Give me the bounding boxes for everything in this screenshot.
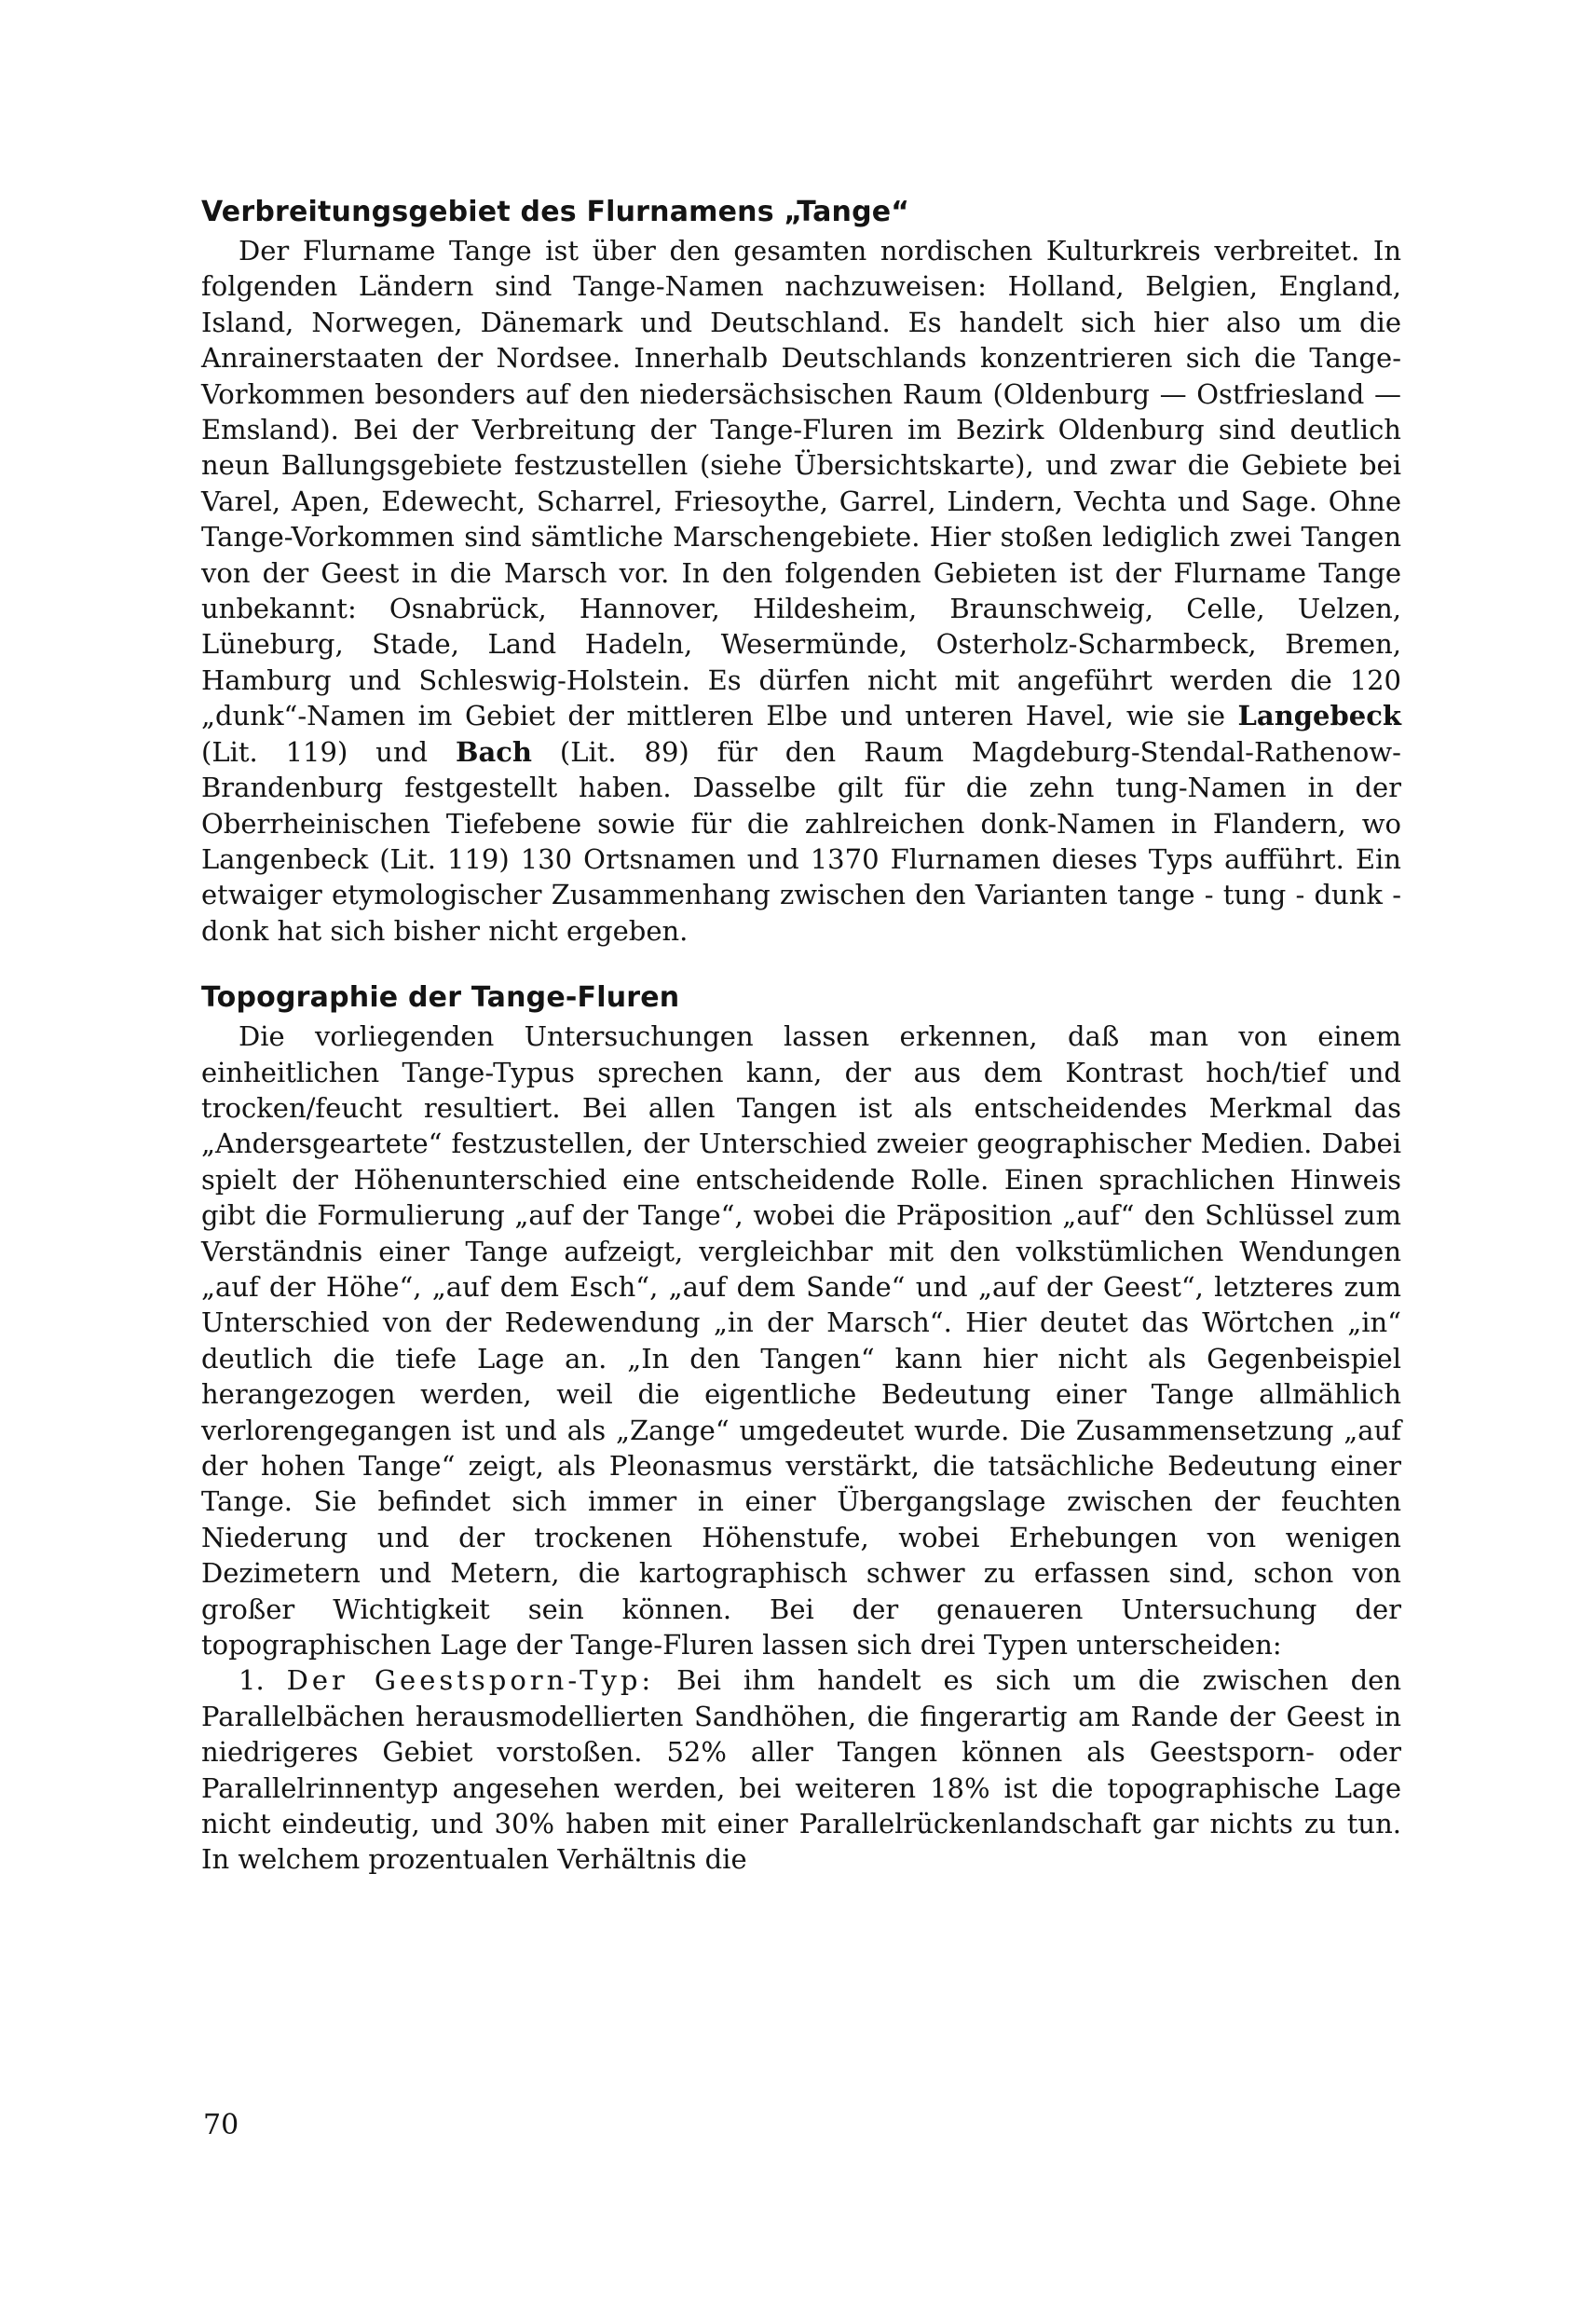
paragraph-distribution [201, 233, 1401, 949]
paragraph-distribution-text-2: (Lit. 119) und [201, 735, 429, 768]
paragraph-distribution-text-3: (Lit. 89) für den Raum Magdeburg-Stendal-Rathenow-Brandenburg festgestellt haben. Dasselbe gilt für die zehn tung-Namen in der Oberrheinischen Tiefebene sowie für die zahlreichen donk-Namen in Flandern, wo Langenbeck (Lit. 119) 130 Ortsnamen und 1370 Flurnamen dieses Typs aufführt. Ein etwaiger etymologischer Zusammenhang zwischen den Varianten tange - tung - dunk - donk hat sich bisher nicht ergeben. [201, 735, 1401, 947]
list-item-term: Der Geestsporn-Typ: [286, 1664, 655, 1697]
page-number: 70 [203, 2109, 239, 2141]
list-item-text: Bei ihm handelt es sich um die zwischen den Parallelbächen herausmodellierten Sandhöhen, die fingerartig am Rande der Geest in niedrigeres Gebiet vorstoßen. 52% aller Tangen können als Geestsporn- oder Parallelrinnentyp angesehen werden, bei weiteren 18% ist die topographische Lage nicht eindeutig, und 30% haben mit einer Parallelrückenlandschaft gar nichts zu tun. In welchem prozentualen Verhältnis die [201, 1664, 1402, 1876]
text-column [201, 194, 1401, 1878]
section-heading-distribution: Verbreitungsgebiet des Flurnamens „Tange“ [201, 196, 910, 228]
author-name-bach: Bach [455, 735, 533, 768]
list-item-number: 1. [239, 1664, 265, 1697]
list-item-geestsporn [201, 1662, 1401, 1877]
paragraph-distribution-text-1: Der Flurname Tange ist über den gesamten nordischen Kulturkreis verbreitet. In folgenden Ländern sind Tange-Namen nachzuweisen: Holland, Belgien, England, Island, Norwegen, Dänemark und Deutschland. Es handelt sich hier also um die Anrainerstaaten der Nordsee. Innerhalb Deutschlands konzentrieren sich die Tange-Vorkommen besonders auf den niedersächsischen Raum (Oldenburg — Ostfriesland — Emsland). Bei der Verbreitung der Tange-Fluren im Bezirk Oldenburg sind deutlich neun Ballungsgebiete festzustellen (siehe Übersichtskarte), und zwar die Gebiete bei Varel, Apen, Edewecht, Scharrel, Friesoythe, Garrel, Lindern, Vechta und Sage. Ohne Tange-Vorkommen sind sämtliche Marschengebiete. Hier stoßen lediglich zwei Tangen von der Geest in die Marsch vor. In den folgenden Gebieten ist der Flurname Tange unbekannt: Osnabrück, Hannover, Hildesheim, Braunschweig, Celle, Uelzen, Lüneburg, Stade, Land Hadeln, Wesermünde, Osterholz-Scharmbeck, Bremen, Hamburg und Schleswig-Holstein. Es dürfen nicht mit angeführt werden die 120 „dunk“-Namen im Gebiet der mittleren Elbe und unteren Havel, wie sie [201, 235, 1401, 732]
author-name-langebeck: Langebeck [1237, 700, 1401, 732]
section-heading-topography: Topographie der Tange-Fluren [201, 981, 680, 1015]
paragraph-topography: Die vorliegenden Untersuchungen lassen erkennen, daß man von einem einheitlichen Tange-Typus sprechen kann, der aus dem Kontrast hoch/tief und trocken/feucht resultiert. Bei allen Tangen ist als entscheidendes Merkmal das „Andersgeartete“ festzustellen, der Unterschied zweier geographischer Medien. Dabei spielt der Höhenunterschied eine entscheidende Rolle. Einen sprachlichen Hinweis gibt die Formulierung „auf der Tange“, wobei die Präposition „auf“ den Schlüssel zum Verständnis einer Tange aufzeigt, vergleichbar mit den volkstümlichen Wendungen „auf der Höhe“, „auf dem Esch“, „auf dem Sande“ und „auf der Geest“, letzteres zum Unterschied von der Redewendung „in der Marsch“. Hier deutet das Wörtchen „in“ deutlich die tiefe Lage an. „In den Tangen“ kann hier nicht als Gegenbeispiel herangezogen werden, weil die eigentliche Bedeutung einer Tange allmählich verlorengegangen ist und als „Zange“ umgedeutet wurde. Die Zusammensetzung „auf der hohen Tange“ zeigt, als Pleonasmus verstärkt, die tatsächliche Bedeutung einer Tange. Sie befindet sich immer in einer Übergangslage zwischen der feuchten Niederung und der trockenen Höhenstufe, wobei Erhebungen von wenigen Dezimetern und Metern, die kartographisch schwer zu erfassen sind, schon von großer Wichtigkeit sein können. Bei der genaueren Untersuchung der topographischen Lage der Tange-Fluren lassen sich drei Typen unterscheiden: [201, 1020, 1401, 1661]
